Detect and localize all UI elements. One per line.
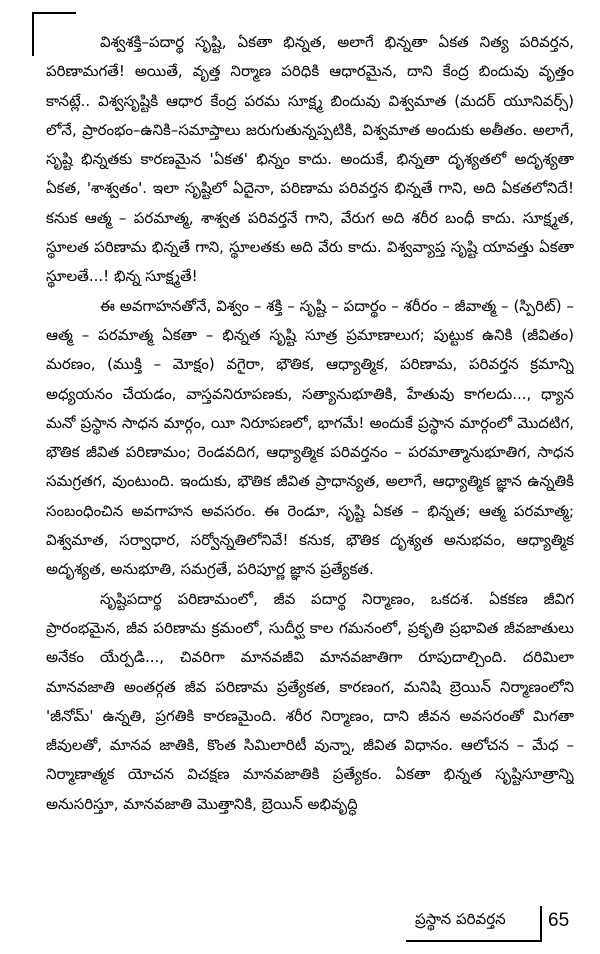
page-number: 65 bbox=[548, 910, 570, 931]
corner-mark-vertical bbox=[32, 12, 34, 56]
footer-divider bbox=[540, 906, 542, 942]
paragraph-2: ఈ అవగాహనతోనే, విశ్వం – శక్తి – సృష్టి – పదార్థం – శరీరం – జీవాత్మ – (స్పిరిట్) – ఆత్మ – పరమాత్మ ఏకతా – భిన్నత సృష్టి సూత్ర ప్రమాణాలుగ; పుట్టుక ఉనికి (జీవితం) మరణం, (ముక్తి – మోక్షం) వగైరా, భౌతిక, ఆధ్యాత్మిక, పరిణామ, పరివర్తన క్రమాన్ని అధ్యయనం చేయడం, వాస్తవనిరూపణకు, సత్యానుభూతికి, హేతువు కాగలదు..., ధ్యాన మనో ప్రస్థాన సాధన మార్గం, యీ నిరూపణలో, భాగమే! అందుకే ప్రస్థాన మార్గంలో మొదటిగ, భౌతిక జీవిత పరిణామం; రెండవదిగ, ఆధ్యాత్మిక పరివర్తనం – పరమాత్మానుభూతిగ, సాధన సమగ్రతగ, వుంటుంది. ఇందుకు, భౌతిక జీవిత ప్రాధాన్యత, అలాగే, ఆధ్యాత్మిక జ్ఞాన ఉన్నతికి సంబంధించిన అవగాహన అవసరం. ఈ రెండూ, సృష్టి ఏకత – భిన్నత; ఆత్మ పరమాత్మ; విశ్వమాత, సర్వాధార, సర్వోన్నతిలోనివే! కనుక, భౌతిక దృశ్యత అనుభవం, ఆధ్యాత్మిక అదృశ్యత, అనుభూతి, సమగ్రతే, పరిపూర్ణ జ్ఞాన ప్రత్యేకత. bbox=[46, 296, 574, 579]
corner-mark-horizontal bbox=[32, 12, 76, 14]
body-text bbox=[46, 28, 574, 819]
footer-rule bbox=[406, 940, 540, 942]
paragraph-1: విశ్వశక్తి–పదార్థ సృష్టి, ఏకతా భిన్నత, అలాగే భిన్నతా ఏకత నిత్య పరివర్తన, పరిణామగతే! అయితే, వృత్త నిర్మాణ పరిధికి ఆధారమైన, దాని కేంద్ర బిందువు వృత్తం కానట్లే.. విశ్వసృష్టికి ఆధార కేంద్ర పరమ సూక్ష్మ బిందువు విశ్వమాత (మదర్ యూనివర్స్) లోనే, ప్రారంభం–ఉనికి–సమాప్తాలు జరుగుతున్నప్పటికి, విశ్వమాత అందుకు అతీతం. అలాగే, సృష్టి భిన్నతకు కారణమైన 'ఏకత' భిన్నం కాదు. అందుకే, భిన్నతా దృశ్యతలో అదృశ్యతా ఏకత, 'శాశ్వతం'. ఇలా సృష్టిలో ఏదైనా, పరిణామ పరివర్తన భిన్నతే గాని, అది ఏకతలోనిదే! కనుక ఆత్మ – పరమాత్మ, శాశ్వత పరివర్తనే గాని, వేరుగ అది శరీర బంధీ కాదు. సూక్ష్మత, స్థూలత పరిణామ భిన్నతే గాని, స్థూలతకు అది వేరు కాదు. విశ్వవ్యాప్త సృష్టి యావత్తు ఏకతా స్థూలతే...! భిన్న సూక్ష్మతే! bbox=[46, 33, 574, 286]
paragraph-3: సృష్టిపదార్థ పరిణామంలో, జీవ పదార్థ నిర్మాణం, ఒకదశ. ఏకకణ జీవిగ ప్రారంభమైన, జీవ పరిణామ క్రమంలో, సుదీర్ఘ కాల గమనంలో, ప్రకృతి ప్రభావిత జీవజాతులు అనేకం యేర్పడి..., చివరిగా మానవజీవి మానవజాతిగా రూపుదాల్చింది. దరిమిలా మానవజాతి అంతర్గత జీవ పరిణామ ప్రత్యేకత, కారణంగ, మనిషి బ్రెయిన్ నిర్మాణంలోని 'జీనోమ్' ఉన్నతి, ప్రగతికి కారణమైంది. శరీర నిర్మాణం, దాని జీవన అవసరంతో మిగతా జీవులతో, మానవ జాతికి, కొంత సిమిలారిటీ వున్నా, జీవిత విధానం. ఆలోచన – మేధ – నిర్మాణాత్మక యోచన విచక్షణ మానవజాతికి ప్రత్యేకం. ఏకతా భిన్నత సృష్టిసూత్రాన్ని అనుసరిస్తూ, మానవజాతి మొత్తానికి, బ్రెయిన్ అభివృద్ధి bbox=[46, 589, 574, 813]
book-title-footer: ప్రస్థాన పరివర్తన bbox=[415, 910, 506, 928]
page-footer bbox=[0, 904, 600, 948]
